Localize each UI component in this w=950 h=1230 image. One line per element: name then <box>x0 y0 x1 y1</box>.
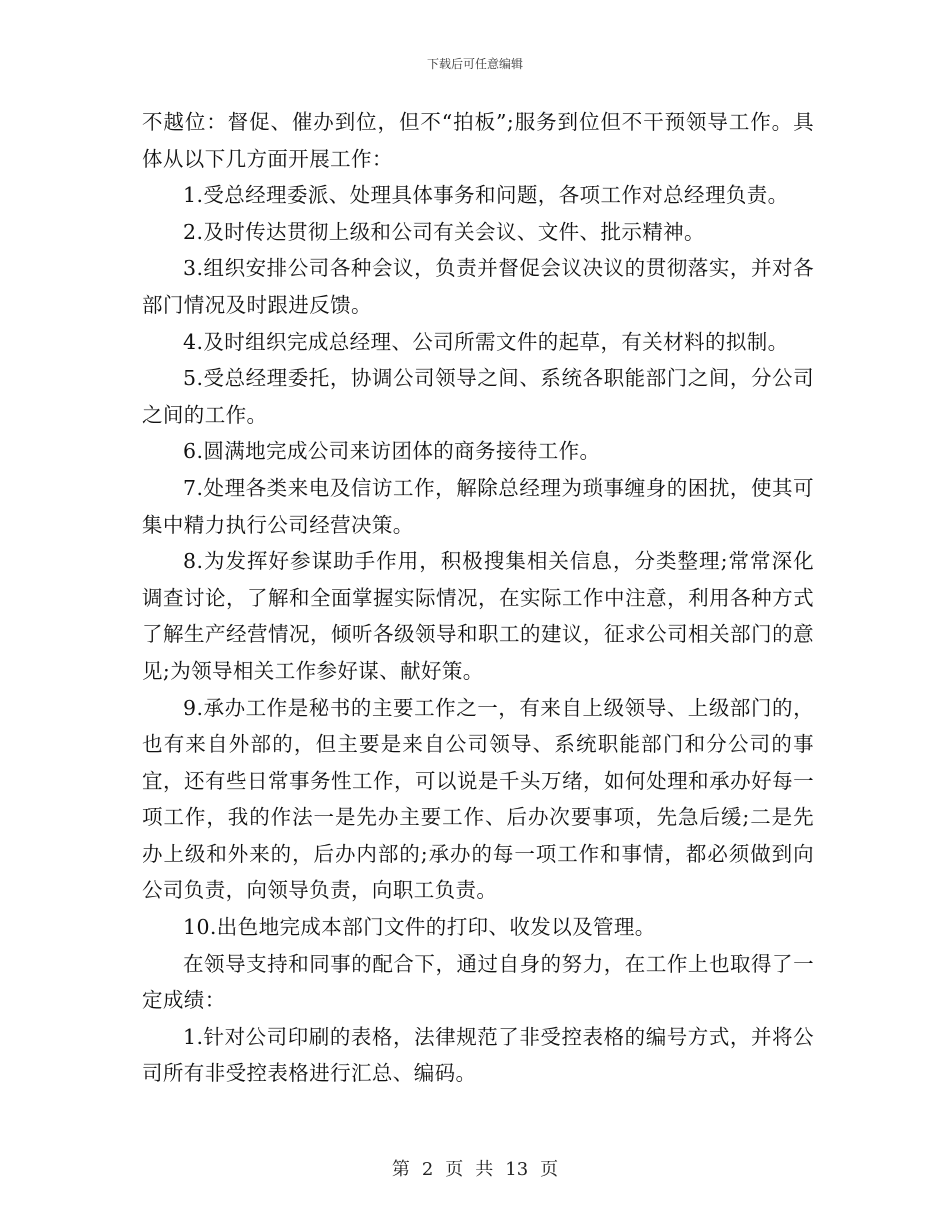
footer-total-pages: 13 <box>505 1159 529 1180</box>
paragraph: 10.出色地完成本部门文件的打印、收发以及管理。 <box>183 915 656 940</box>
footer-total-label: 共 <box>475 1159 494 1180</box>
paragraph: 2.及时传达贯彻上级和公司有关会议、文件、批示精神。 <box>183 219 705 244</box>
paragraph: 1.受总经理委派、处理具体事务和问题，各项工作对总经理负责。 <box>183 183 789 208</box>
footer-page-label: 页 <box>445 1159 464 1180</box>
footer-prefix: 第 <box>391 1159 410 1180</box>
document-body <box>142 104 814 1092</box>
paragraph: 在领导支持和同事的配合下，通过自身的努力，在工作上也取得了一定成绩： <box>142 951 814 1013</box>
page-footer <box>0 1155 950 1181</box>
footer-page-number: 2 <box>421 1159 434 1180</box>
paragraph: 不越位：督促、催办到位，但不“拍板”;服务到位但不干预领导工作。具体从以下几方面开展工作： <box>142 110 814 171</box>
page-header: 下载后可任意编辑 <box>426 57 523 71</box>
paragraph: 5.受总经理委托，协调公司领导之间、系统各职能部门之间，分公司之间的工作。 <box>142 366 814 427</box>
paragraph: 7.处理各类来电及信访工作，解除总经理为琐事缠身的困扰，使其可集中精力执行公司经营决策。 <box>142 475 814 537</box>
paragraph: 4.及时组织完成总经理、公司所需文件的起草，有关材料的拟制。 <box>183 329 789 354</box>
paragraph: 9.承办工作是秘书的主要工作之一，有来自上级领导、上级部门的，也有来自外部的，但主要是来自公司领导、系统职能部门和分公司的事宜，还有些日常事务性工作，可以说是千头万绪，如何处理和承办好每一项工作，我的作法一是先办主要工作、后办次要事项，先急后缓;二是先办上级和外来的，后办内部的;承办的每一项工作和事情，都必须做到向公司负责，向领导负责，向职工负责。 <box>142 695 814 903</box>
footer-suffix: 页 <box>540 1159 559 1180</box>
paragraph: 3.组织安排公司各种会议，负责并督促会议决议的贯彻落实，并对各部门情况及时跟进反馈。 <box>142 256 814 317</box>
paragraph: 1.针对公司印刷的表格，法律规范了非受控表格的编号方式，并将公司所有非受控表格进行汇总、编码。 <box>142 1024 814 1086</box>
paragraph: 6.圆满地完成公司来访团体的商务接待工作。 <box>183 439 601 464</box>
paragraph: 8.为发挥好参谋助手作用，积极搜集相关信息，分类整理;常常深化调查讨论，了解和全面掌握实际情况，在实际工作中注意，利用各种方式了解生产经营情况，倾听各级领导和职工的建议，征求公司相关部门的意见;为领导相关工作参好谋、献好策。 <box>142 549 814 683</box>
